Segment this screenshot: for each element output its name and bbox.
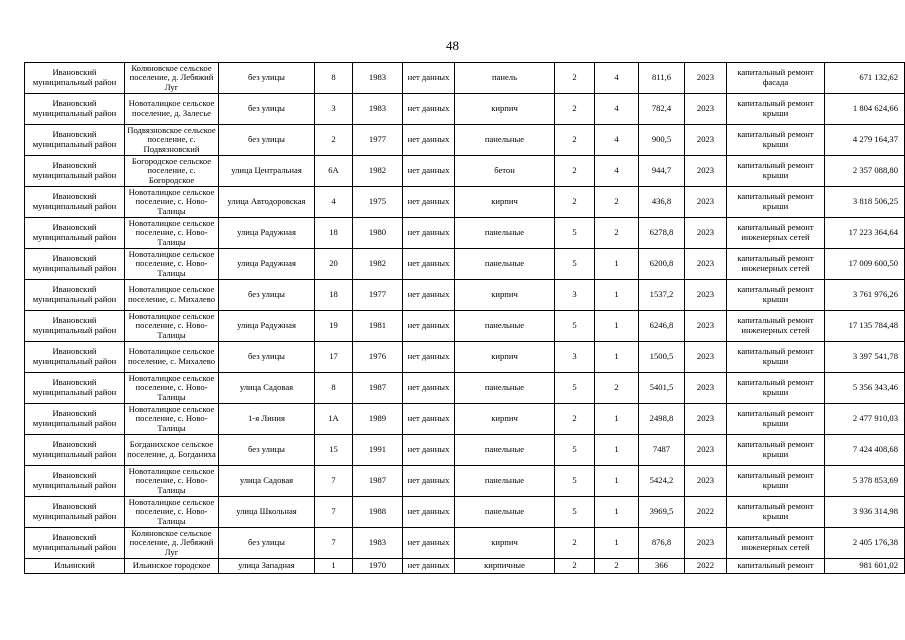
- cell-work-type: капитальный ремонт крыши: [727, 125, 825, 156]
- table-row: [25, 435, 905, 466]
- cell-year-built: 1988: [353, 497, 403, 528]
- cell-area: 5424,2: [639, 466, 685, 497]
- cell-repair-year: 2023: [685, 311, 727, 342]
- cell-floors: 2: [555, 528, 595, 559]
- cell-series: нет данных: [403, 311, 455, 342]
- cell-repair-year: 2023: [685, 187, 727, 218]
- cell-year-built: 1982: [353, 156, 403, 187]
- table-row: [25, 63, 905, 94]
- cell-work-type: капитальный ремонт инженерных сетей: [727, 528, 825, 559]
- cell-repair-year: 2023: [685, 249, 727, 280]
- cell-repair-year: 2023: [685, 404, 727, 435]
- cell-entrances: 1: [595, 249, 639, 280]
- cell-year-built: 1976: [353, 342, 403, 373]
- cell-work-type: капитальный ремонт крыши: [727, 404, 825, 435]
- cell-district: Ивановский муниципальный район: [25, 125, 125, 156]
- cell-settlement: Новоталицкое сельское поселение, с. Ново-Талицы: [125, 404, 219, 435]
- cell-series: нет данных: [403, 94, 455, 125]
- cell-district: Ильинский: [25, 559, 125, 574]
- cell-floors: 3: [555, 342, 595, 373]
- cell-district: Ивановский муниципальный район: [25, 249, 125, 280]
- cell-area: 7487: [639, 435, 685, 466]
- cell-series: нет данных: [403, 435, 455, 466]
- cell-floors: 5: [555, 435, 595, 466]
- cell-street: улица Автодоровская: [219, 187, 315, 218]
- cell-house-number: 17: [315, 342, 353, 373]
- cell-area: 782,4: [639, 94, 685, 125]
- cell-repair-year: 2023: [685, 373, 727, 404]
- cell-street: улица Радужная: [219, 218, 315, 249]
- cell-street: без улицы: [219, 342, 315, 373]
- cell-series: нет данных: [403, 404, 455, 435]
- cell-district: Ивановский муниципальный район: [25, 280, 125, 311]
- cell-street: улица Радужная: [219, 311, 315, 342]
- cell-settlement: Новоталицкое сельское поселение, с. Ново-Талицы: [125, 311, 219, 342]
- cell-series: нет данных: [403, 373, 455, 404]
- cell-cost: 4 279 164,37: [825, 125, 905, 156]
- cell-entrances: 1: [595, 342, 639, 373]
- cell-settlement: Подвязновское сельское поселение, с. Подвязновский: [125, 125, 219, 156]
- cell-entrances: 1: [595, 404, 639, 435]
- cell-series: нет данных: [403, 528, 455, 559]
- cell-wall-material: кирпич: [455, 342, 555, 373]
- cell-work-type: капитальный ремонт инженерных сетей: [727, 311, 825, 342]
- cell-entrances: 4: [595, 63, 639, 94]
- cell-repair-year: 2023: [685, 280, 727, 311]
- table-row: [25, 466, 905, 497]
- cell-street: улица Центральная: [219, 156, 315, 187]
- cell-floors: 2: [555, 125, 595, 156]
- cell-district: Ивановский муниципальный район: [25, 435, 125, 466]
- cell-cost: 1 804 624,66: [825, 94, 905, 125]
- cell-cost: 17 223 364,64: [825, 218, 905, 249]
- cell-wall-material: кирпич: [455, 528, 555, 559]
- cell-settlement: Новоталицкое сельское поселение, с. Ново-Талицы: [125, 218, 219, 249]
- table-row: [25, 156, 905, 187]
- cell-street: улица Западная: [219, 559, 315, 574]
- cell-repair-year: 2022: [685, 497, 727, 528]
- cell-house-number: 7: [315, 466, 353, 497]
- cell-house-number: 1: [315, 559, 353, 574]
- cell-area: 5401,5: [639, 373, 685, 404]
- table-row: [25, 404, 905, 435]
- cell-area: 876,8: [639, 528, 685, 559]
- cell-entrances: 4: [595, 125, 639, 156]
- cell-district: Ивановский муниципальный район: [25, 63, 125, 94]
- table-row: [25, 249, 905, 280]
- cell-street: без улицы: [219, 528, 315, 559]
- cell-area: 6200,8: [639, 249, 685, 280]
- cell-repair-year: 2023: [685, 528, 727, 559]
- cell-area: 1537,2: [639, 280, 685, 311]
- cell-year-built: 1977: [353, 125, 403, 156]
- cell-house-number: 7: [315, 497, 353, 528]
- cell-district: Ивановский муниципальный район: [25, 218, 125, 249]
- cell-work-type: капитальный ремонт крыши: [727, 466, 825, 497]
- cell-floors: 3: [555, 280, 595, 311]
- cell-year-built: 1989: [353, 404, 403, 435]
- cell-cost: 671 132,62: [825, 63, 905, 94]
- cell-wall-material: панельные: [455, 466, 555, 497]
- cell-house-number: 15: [315, 435, 353, 466]
- cell-floors: 5: [555, 466, 595, 497]
- cell-year-built: 1987: [353, 373, 403, 404]
- cell-entrances: 4: [595, 94, 639, 125]
- cell-district: Ивановский муниципальный район: [25, 94, 125, 125]
- cell-settlement: Ильинское городское: [125, 559, 219, 574]
- cell-district: Ивановский муниципальный район: [25, 311, 125, 342]
- cell-district: Ивановский муниципальный район: [25, 497, 125, 528]
- cell-series: нет данных: [403, 559, 455, 574]
- cell-floors: 2: [555, 63, 595, 94]
- cell-work-type: капитальный ремонт крыши: [727, 280, 825, 311]
- cell-work-type: капитальный ремонт фасада: [727, 63, 825, 94]
- cell-repair-year: 2022: [685, 559, 727, 574]
- cell-work-type: капитальный ремонт: [727, 559, 825, 574]
- cell-cost: 2 405 176,38: [825, 528, 905, 559]
- cell-settlement: Новоталицкое сельское поселение, с. Ново-Талицы: [125, 187, 219, 218]
- cell-settlement: Новоталицкое сельское поселение, с. Михалево: [125, 280, 219, 311]
- table-row: [25, 187, 905, 218]
- cell-floors: 2: [555, 156, 595, 187]
- cell-entrances: 1: [595, 497, 639, 528]
- cell-year-built: 1983: [353, 528, 403, 559]
- cell-entrances: 1: [595, 280, 639, 311]
- cell-series: нет данных: [403, 342, 455, 373]
- cell-floors: 5: [555, 249, 595, 280]
- cell-house-number: 20: [315, 249, 353, 280]
- cell-work-type: капитальный ремонт инженерных сетей: [727, 249, 825, 280]
- cell-settlement: Новоталицкое сельское поселение, с. Ново-Талицы: [125, 497, 219, 528]
- cell-floors: 2: [555, 404, 595, 435]
- cell-area: 6278,8: [639, 218, 685, 249]
- cell-wall-material: кирпич: [455, 404, 555, 435]
- cell-cost: 3 397 541,78: [825, 342, 905, 373]
- cell-entrances: 1: [595, 435, 639, 466]
- cell-work-type: капитальный ремонт крыши: [727, 373, 825, 404]
- cell-district: Ивановский муниципальный район: [25, 156, 125, 187]
- cell-year-built: 1982: [353, 249, 403, 280]
- cell-cost: 3 936 314,98: [825, 497, 905, 528]
- cell-street: 1-я Линия: [219, 404, 315, 435]
- cell-work-type: капитальный ремонт инженерных сетей: [727, 218, 825, 249]
- table-row: [25, 342, 905, 373]
- cell-house-number: 19: [315, 311, 353, 342]
- building-register-table: [24, 62, 905, 574]
- cell-area: 3969,5: [639, 497, 685, 528]
- cell-repair-year: 2023: [685, 125, 727, 156]
- cell-settlement: Новоталицкое сельское поселение, с. Ново-Талицы: [125, 249, 219, 280]
- cell-area: 6246,8: [639, 311, 685, 342]
- cell-street: без улицы: [219, 125, 315, 156]
- cell-area: 366: [639, 559, 685, 574]
- cell-year-built: 1977: [353, 280, 403, 311]
- cell-work-type: капитальный ремонт крыши: [727, 497, 825, 528]
- cell-wall-material: кирпич: [455, 94, 555, 125]
- cell-work-type: капитальный ремонт крыши: [727, 94, 825, 125]
- cell-settlement: Новоталицкое сельское поселение, с. Михалево: [125, 342, 219, 373]
- cell-district: Ивановский муниципальный район: [25, 466, 125, 497]
- cell-house-number: 2: [315, 125, 353, 156]
- cell-wall-material: кирпич: [455, 280, 555, 311]
- cell-house-number: 3: [315, 94, 353, 125]
- cell-floors: 5: [555, 373, 595, 404]
- cell-work-type: капитальный ремонт крыши: [727, 156, 825, 187]
- cell-house-number: 6А: [315, 156, 353, 187]
- cell-district: Ивановский муниципальный район: [25, 187, 125, 218]
- cell-repair-year: 2023: [685, 63, 727, 94]
- table-row: [25, 311, 905, 342]
- cell-year-built: 1970: [353, 559, 403, 574]
- cell-area: 944,7: [639, 156, 685, 187]
- cell-wall-material: панельные: [455, 125, 555, 156]
- cell-series: нет данных: [403, 497, 455, 528]
- cell-entrances: 4: [595, 156, 639, 187]
- cell-wall-material: бетон: [455, 156, 555, 187]
- cell-area: 811,6: [639, 63, 685, 94]
- cell-area: 2498,8: [639, 404, 685, 435]
- table-row: [25, 94, 905, 125]
- cell-entrances: 2: [595, 559, 639, 574]
- cell-series: нет данных: [403, 466, 455, 497]
- cell-cost: 7 424 408,68: [825, 435, 905, 466]
- cell-district: Ивановский муниципальный район: [25, 373, 125, 404]
- cell-cost: 17 135 784,48: [825, 311, 905, 342]
- cell-street: улица Школьная: [219, 497, 315, 528]
- cell-house-number: 8: [315, 63, 353, 94]
- cell-floors: 2: [555, 94, 595, 125]
- cell-street: без улицы: [219, 435, 315, 466]
- cell-floors: 5: [555, 218, 595, 249]
- cell-floors: 2: [555, 187, 595, 218]
- table-row: [25, 528, 905, 559]
- cell-street: без улицы: [219, 94, 315, 125]
- cell-house-number: 7: [315, 528, 353, 559]
- cell-house-number: 4: [315, 187, 353, 218]
- cell-wall-material: панельные: [455, 373, 555, 404]
- cell-settlement: Коляновское сельское поселение, д. Лебяжий Луг: [125, 528, 219, 559]
- cell-area: 436,8: [639, 187, 685, 218]
- cell-settlement: Коляновское сельское поселение, д. Лебяжий Луг: [125, 63, 219, 94]
- cell-series: нет данных: [403, 280, 455, 311]
- cell-series: нет данных: [403, 218, 455, 249]
- cell-year-built: 1981: [353, 311, 403, 342]
- table-row: [25, 559, 905, 574]
- cell-year-built: 1983: [353, 63, 403, 94]
- cell-wall-material: панельные: [455, 311, 555, 342]
- cell-series: нет данных: [403, 156, 455, 187]
- cell-repair-year: 2023: [685, 466, 727, 497]
- cell-year-built: 1975: [353, 187, 403, 218]
- cell-cost: 5 356 343,46: [825, 373, 905, 404]
- cell-area: 1500,5: [639, 342, 685, 373]
- cell-house-number: 8: [315, 373, 353, 404]
- cell-series: нет данных: [403, 187, 455, 218]
- cell-floors: 5: [555, 497, 595, 528]
- cell-cost: 5 378 853,69: [825, 466, 905, 497]
- cell-entrances: 1: [595, 311, 639, 342]
- cell-entrances: 2: [595, 187, 639, 218]
- cell-entrances: 1: [595, 466, 639, 497]
- cell-entrances: 2: [595, 218, 639, 249]
- cell-area: 900,5: [639, 125, 685, 156]
- cell-series: нет данных: [403, 63, 455, 94]
- cell-house-number: 18: [315, 218, 353, 249]
- cell-repair-year: 2023: [685, 156, 727, 187]
- cell-settlement: Новоталицкое сельское поселение, с. Ново-Талицы: [125, 373, 219, 404]
- table-row: [25, 280, 905, 311]
- cell-year-built: 1980: [353, 218, 403, 249]
- cell-district: Ивановский муниципальный район: [25, 528, 125, 559]
- cell-cost: 17 009 600,50: [825, 249, 905, 280]
- page-number: 48: [446, 38, 459, 53]
- cell-house-number: 1А: [315, 404, 353, 435]
- cell-street: без улицы: [219, 63, 315, 94]
- cell-street: улица Садовая: [219, 373, 315, 404]
- cell-settlement: Богородское сельское поселение, с. Богородское: [125, 156, 219, 187]
- cell-settlement: Новоталицкое сельское поселение, д. Залесье: [125, 94, 219, 125]
- cell-series: нет данных: [403, 125, 455, 156]
- cell-house-number: 18: [315, 280, 353, 311]
- cell-floors: 5: [555, 311, 595, 342]
- table-row: [25, 373, 905, 404]
- cell-entrances: 2: [595, 373, 639, 404]
- cell-district: Ивановский муниципальный район: [25, 342, 125, 373]
- cell-cost: 981 601,02: [825, 559, 905, 574]
- cell-repair-year: 2023: [685, 94, 727, 125]
- cell-street: без улицы: [219, 280, 315, 311]
- cell-repair-year: 2023: [685, 435, 727, 466]
- cell-wall-material: панельные: [455, 218, 555, 249]
- cell-work-type: капитальный ремонт крыши: [727, 342, 825, 373]
- cell-settlement: Богданихское сельское поселение, д. Богданиха: [125, 435, 219, 466]
- cell-cost: 2 357 088,80: [825, 156, 905, 187]
- table-row: [25, 218, 905, 249]
- cell-entrances: 1: [595, 528, 639, 559]
- cell-year-built: 1991: [353, 435, 403, 466]
- cell-floors: 2: [555, 559, 595, 574]
- cell-street: улица Садовая: [219, 466, 315, 497]
- cell-wall-material: кирпич: [455, 187, 555, 218]
- cell-series: нет данных: [403, 249, 455, 280]
- cell-repair-year: 2023: [685, 342, 727, 373]
- cell-wall-material: панельные: [455, 497, 555, 528]
- cell-year-built: 1987: [353, 466, 403, 497]
- cell-wall-material: кирпичные: [455, 559, 555, 574]
- table-row: [25, 497, 905, 528]
- cell-settlement: Новоталицкое сельское поселение, с. Ново-Талицы: [125, 466, 219, 497]
- cell-work-type: капитальный ремонт крыши: [727, 435, 825, 466]
- cell-street: улица Радужная: [219, 249, 315, 280]
- cell-cost: 3 761 976,26: [825, 280, 905, 311]
- cell-district: Ивановский муниципальный район: [25, 404, 125, 435]
- cell-year-built: 1983: [353, 94, 403, 125]
- cell-wall-material: панельные: [455, 435, 555, 466]
- cell-cost: 3 818 506,25: [825, 187, 905, 218]
- cell-cost: 2 477 910,03: [825, 404, 905, 435]
- cell-wall-material: панель: [455, 63, 555, 94]
- cell-wall-material: панельные: [455, 249, 555, 280]
- cell-repair-year: 2023: [685, 218, 727, 249]
- table-row: [25, 125, 905, 156]
- cell-work-type: капитальный ремонт крыши: [727, 187, 825, 218]
